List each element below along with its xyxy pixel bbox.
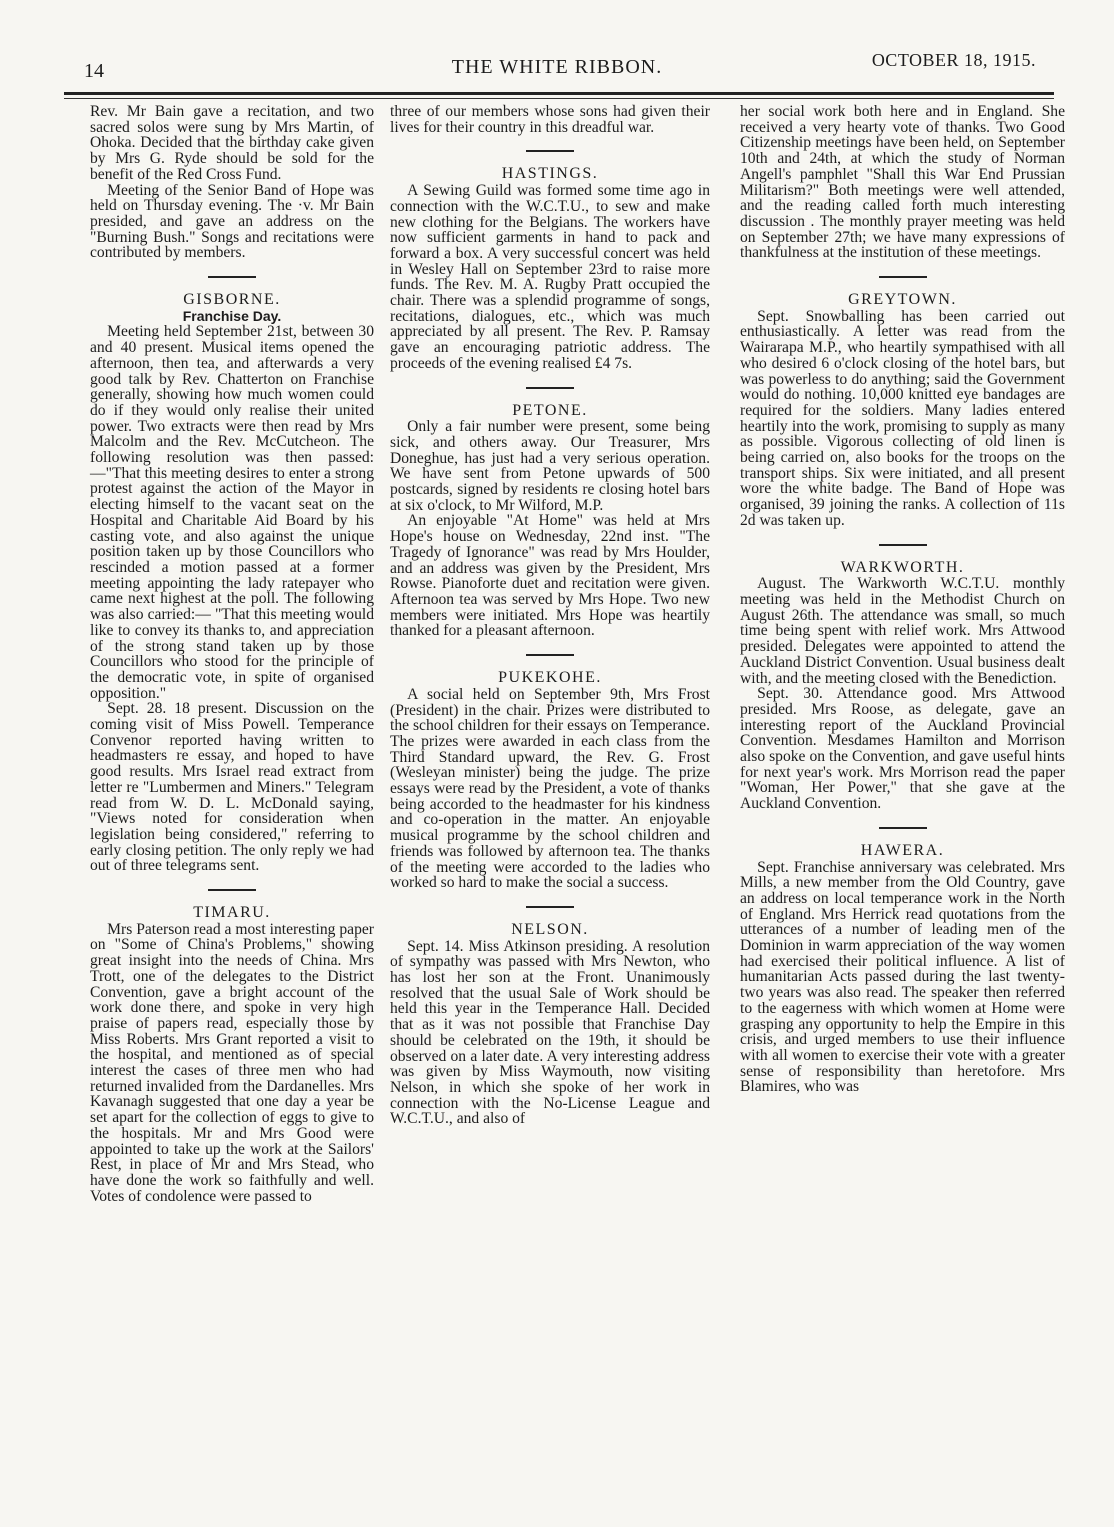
section-heading-hastings: HASTINGS.	[501, 165, 599, 183]
publication-title: THE WHITE RIBBON.	[451, 56, 663, 78]
section-divider	[879, 544, 927, 546]
column-2	[390, 104, 710, 1127]
section-divider	[208, 276, 256, 278]
section-divider	[879, 827, 927, 829]
section-divider	[526, 906, 574, 908]
page-number: 14	[84, 60, 104, 82]
section-heading-gisborne: GISBORNE.	[183, 291, 281, 309]
header-rule-thick	[64, 92, 1054, 95]
section-heading-warkworth: WARKWORTH.	[840, 558, 965, 576]
column-1	[90, 104, 374, 1204]
paragraph: A social held on September 9th, Mrs Frost (President) in the chair. Prizes were distributed to the school children for their essays on Temperance. The prizes were awarded in each class from the Third Standard upward, the Rev. G. Frost (Wesleyan minister) being the judge. The prize essays were read by the President, a vote of thanks being accorded to the headmaster for his kindness and co-operation in the matter. An enjoyable musical programme by the school children and friends was followed by afternoon tea. The thanks of the meeting were accorded to the ladies who worked so hard to make the social a success.	[390, 685, 710, 892]
paragraph: August. The Warkworth W.C.T.U. monthly meeting was held in the Methodist Church on August 26th. The attendance was small, so much time being spent with relief work. Mrs Attwood presided. Delegates were appointed to attend the Auckland District Convention. Usual business dealt with, and the meeting closed with the Benediction.	[740, 575, 1065, 687]
paragraph: her social work both here and in England. She received a very hearty vote of thanks. Two Good Citizenship meetings have been held, on September 10th and 24th, at which the study of Norman Angell's pamphlet "Shall this War End Prussian Militarism?" Both meetings were well attended, and the reading called forth much interesting discussion . The monthly prayer meeting was held on September 27th; we have many expressions of thankfulness at the institution of these meetings.	[740, 103, 1065, 262]
section-subheading: Franchise Day.	[182, 307, 282, 324]
paragraph: A Sewing Guild was formed some time ago in connection with the W.C.T.U., to sew and make new clothing for the Belgians. The workers have now sufficient garments in hand to pack and forward a box. A very successful concert was held in Wesley Hall on September 23rd to raise more funds. The Rev. M. A. Rugby Pratt occupied the chair. There was a splendid programme of songs, recitations, dialogues, etc., which was much appreciated by all present. The Rev. P. Ramsay gave an encouraging patriotic address. The proceeds of the evening realised £4 7s.	[390, 182, 710, 372]
paragraph: Sept. 14. Miss Atkinson presiding. A resolution of sympathy was passed with Mrs Newton, who has lost her son at the Front. Unanimously resolved that the usual Sale of Work should be held this year in the Temperance Hall. Decided that as it was not possible that Franchise Day should be celebrated on the 19th, it should be observed on a later date. A very interesting address was given by Miss Waymouth, now visiting Nelson, in which she spoke of her work in connection with the No-License League and W.C.T.U., and also of	[390, 937, 710, 1128]
paragraph: Meeting held September 21st, between 30 and 40 present. Musical items opened the afternoon, then tea, and afterwards a very good talk by Rev. Chatterton on Franchise generally, showing how much women could do if they would only realise their united power. Two extracts were then read by Mrs Malcolm and the Rev. McCutcheon. The following resolution was then passed:—"That this meeting desires to enter a strong protest against the action of the Mayor in electing himself to the vacant seat on the Hospital and Charitable Aid Board by his casting vote, and also against the unique position taken up by those Councillors who rescinded a motion passed at a former meeting appointing the lady ratepayer who came next highest at the poll. The following was also carried:— "That this meeting would like to convey its thanks to, and appreciation of the strong stand taken up by those Councillors who stood for the principle of the democratic vote, in spite of organised opposition."	[90, 323, 374, 702]
paragraph: Sept. 30. Attendance good. Mrs Attwood presided. Mrs Roose, as delegate, gave an interesting report of the Auckland Provincial Convention. Mesdames Hamilton and Morrison also spoke on the Convention, and gave useful hints for next year's work. Mrs Morrison read the paper "Woman, Her Power," that she gave at the Auckland Convention.	[740, 685, 1065, 813]
section-divider	[879, 276, 927, 278]
section-heading-timaru: TIMARU.	[193, 904, 271, 922]
section-heading-greytown: GREYTOWN.	[848, 291, 957, 309]
page-header	[0, 0, 1114, 100]
header-rule-thin	[64, 98, 1054, 99]
column-3	[740, 104, 1065, 1095]
paragraph: Sept. Snowballing has been carried out enthusiastically. A letter was read from the Wairarapa M.P., who heartily sympathised with all who desired 6 o'clock closing of the hotel bars, but was powerless to do anything; said the Government would do nothing. 10,000 knitted eye bandages are required for the soldiers. Many ladies entered heartily into the work, promising to supply as many as possible. Vigorous collecting of old linen is being carried on, also books for the troops on the transport ships. Six were initiated, and all present wore the white badge. The Band of Hope was organised, 39 joining the ranks. A collection of 11s 2d was taken up.	[740, 307, 1065, 529]
section-divider	[526, 150, 574, 152]
paragraph: three of our members whose sons had given their lives for their country in this dreadful war.	[390, 103, 710, 136]
section-divider	[208, 889, 256, 891]
section-heading-petone: PETONE.	[512, 401, 588, 419]
paragraph: Sept. 28. 18 present. Discussion on the coming visit of Miss Powell. Temperance Convenor reported having written to headmasters re essay, and hoped to have good results. Mrs Israel read extract from letter re "Lumbermen and Miners." Telegram read from W. D. L. McDonald saying, "Views noted for consideration when legislation being considered," referring to early closing petition. The only reply we had out of three telegrams sent.	[90, 700, 374, 875]
paragraph: Mrs Paterson read a most interesting paper on "Some of China's Problems," showing great insight into the needs of China. Mrs Trott, one of the delegates to the District Convention, gave a bright account of the work done there, and spoke in very high praise of papers read, especially those by Miss Roberts. Mrs Grant reported a visit to the hospital, and mentioned as of special interest the cases of three men who had returned invalided from the Dardanelles. Mrs Kavanagh suggested that one day a year be set apart for the collection of eggs to give to the hospitals. Mr and Mrs Good were appointed to take up the work at the Sailors' Rest, in place of Mr and Mrs Stead, who have done the work so faithfully and well. Votes of condolence were passed to	[90, 920, 374, 1205]
issue-date: OCTOBER 18, 1915.	[871, 50, 1036, 70]
section-divider	[526, 654, 574, 656]
paragraph: Rev. Mr Bain gave a recitation, and two sacred solos were sung by Mrs Martin, of Ohoka. Decided that the birthday cake given by Mrs G. Ryde should be sold for the benefit of the Red Cross Fund.	[90, 103, 374, 183]
paragraph: An enjoyable "At Home" was held at Mrs Hope's house on Wednesday, 22nd inst. "The Tragedy of Ignorance" was read by Mrs Houlder, and an address was given by the President, Mrs Rowse. Pianoforte duet and recitation were given. Afternoon tea was served by Mrs Hope. Two new members were initiated. Mrs Hope was heartily thanked for a pleasant afternoon.	[390, 512, 710, 640]
section-heading-hawera: HAWERA.	[860, 841, 945, 859]
paragraph: Sept. Franchise anniversary was celebrated. Mrs Mills, a new member from the Old Country, gave an address on local temperance work in the North of England. Mrs Herrick read quotations from the utterances of a number of leading men of the Dominion in warm appreciation of the way women had exercised their political influence. A list of humanitarian Acts passed during the last twenty-two years was also read. The speaker then referred to the eagerness with which women at Home were grasping any opportunity to help the Empire in this crisis, and urged members to use their influence with all women to exercise their vote with a greater sense of responsibility than heretofore. Mrs Blamires, who was	[740, 858, 1065, 1096]
section-divider	[526, 387, 574, 389]
paragraph: Only a fair number were present, some being sick, and others away. Our Treasurer, Mrs Doneghue, has just had a very serious operation. We have sent from Petone upwards of 500 postcards, signed by residents re closing hotel bars at six o'clock, to Mr Wilford, M.P.	[390, 418, 710, 514]
section-heading-pukekohe: PUKEKOHE.	[498, 669, 602, 687]
paragraph: Meeting of the Senior Band of Hope was held on Thursday evening. The ·v. Mr Bain presided, and gave an address on the "Burning Bush." Songs and recitations were contributed by members.	[90, 181, 374, 262]
section-heading-nelson: NELSON.	[511, 920, 589, 938]
